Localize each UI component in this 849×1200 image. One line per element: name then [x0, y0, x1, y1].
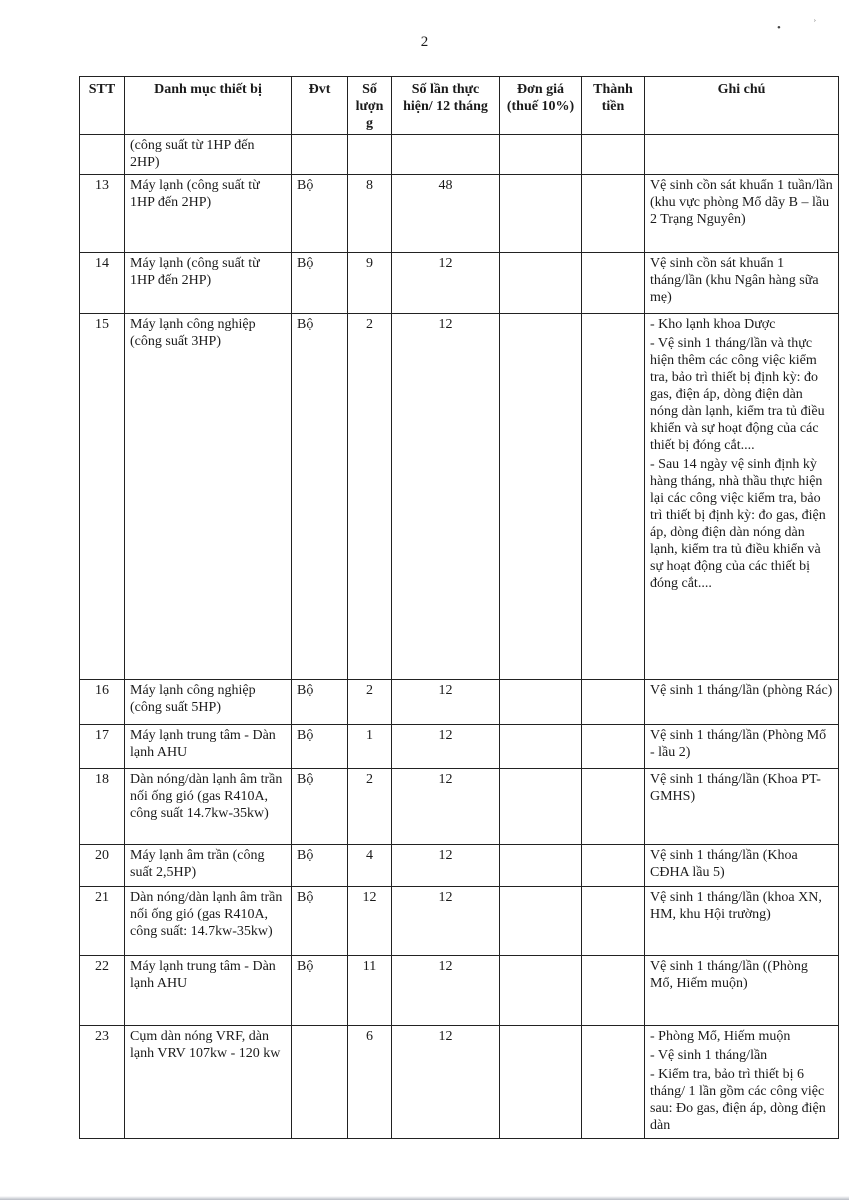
cell-total: [582, 314, 645, 680]
cell-qty: 1: [348, 725, 392, 769]
cell-unit: Bộ: [292, 314, 348, 680]
cell-note: [645, 175, 839, 253]
cell-note: [645, 725, 839, 769]
cell-note: [645, 956, 839, 1026]
table-row: [80, 725, 839, 769]
cell-item: Dàn nóng/dàn lạnh âm trần nối ống gió (gas R410A, công suất 14.7kw-35kw): [125, 769, 292, 845]
cell-price: [500, 725, 582, 769]
cell-unit: Bộ: [292, 956, 348, 1026]
cell-item: Máy lạnh công nghiệp (công suất 5HP): [125, 680, 292, 725]
cell-stt: 15: [80, 314, 125, 680]
scan-edge: [0, 1196, 849, 1200]
table-row: [80, 1026, 839, 1139]
cell-item: Máy lạnh (công suất từ 1HP đến 2HP): [125, 175, 292, 253]
cell-item: Máy lạnh âm trần (công suất 2,5HP): [125, 845, 292, 887]
cell-note: [645, 314, 839, 680]
cell-note: [645, 135, 839, 175]
cell-total: [582, 680, 645, 725]
cell-item: Máy lạnh trung tâm - Dàn lạnh AHU: [125, 725, 292, 769]
corner-mark: ʾ: [813, 18, 817, 30]
cell-item: (công suất từ 1HP đến 2HP): [125, 135, 292, 175]
cell-unit: Bộ: [292, 253, 348, 314]
cell-stt: 17: [80, 725, 125, 769]
cell-qty: 9: [348, 253, 392, 314]
cell-price: [500, 135, 582, 175]
header-price: Đơn giá (thuế 10%): [500, 77, 582, 135]
cell-unit: Bộ: [292, 175, 348, 253]
table-header-row: [80, 77, 839, 135]
cell-price: [500, 253, 582, 314]
note-line: - Sau 14 ngày vệ sinh định kỳ hàng tháng, nhà thầu thực hiện lại các công việc kiểm tra, bảo trì thiết bị định kỳ: đo gas, điện áp, dòng điện dàn nóng dàn lạnh, kiểm tra tủ điều khiển và sự hoạt động của các thiết bị đóng cắt....: [650, 457, 826, 591]
cell-times: 12: [392, 253, 500, 314]
cell-stt: 21: [80, 887, 125, 956]
cell-item: Máy lạnh (công suất từ 1HP đến 2HP): [125, 253, 292, 314]
cell-total: [582, 769, 645, 845]
cell-unit: Bộ: [292, 725, 348, 769]
table-body: [80, 135, 839, 1139]
cell-qty: 4: [348, 845, 392, 887]
cell-unit: [292, 1026, 348, 1139]
cell-qty: 2: [348, 314, 392, 680]
cell-total: [582, 887, 645, 956]
cell-total: [582, 725, 645, 769]
table-row: [80, 175, 839, 253]
note-line: Vệ sinh 1 tháng/lần (Phòng Mổ - lầu 2): [650, 728, 827, 760]
cell-stt: 22: [80, 956, 125, 1026]
cell-item: Dàn nóng/dàn lạnh âm trần nối ống gió (gas R410A, công suất: 14.7kw-35kw): [125, 887, 292, 956]
cell-note: [645, 887, 839, 956]
cell-price: [500, 845, 582, 887]
cell-qty: 2: [348, 680, 392, 725]
table-row: [80, 253, 839, 314]
page-number: 2: [420, 34, 429, 50]
cell-times: 12: [392, 680, 500, 725]
note-line: Vệ sinh 1 tháng/lần (Khoa PT-GMHS): [650, 772, 821, 804]
cell-stt: 23: [80, 1026, 125, 1139]
note-line: - Phòng Mổ, Hiếm muộn: [650, 1029, 791, 1044]
note-line: - Kho lạnh khoa Dược: [650, 317, 776, 332]
cell-qty: [348, 135, 392, 175]
cell-times: [392, 135, 500, 175]
cell-qty: 2: [348, 769, 392, 845]
table-row: [80, 135, 839, 175]
note-line: - Kiểm tra, bảo trì thiết bị 6 tháng/ 1 lần gồm các công việc sau: Đo gas, điện áp, dòng điện dàn: [650, 1067, 826, 1133]
cell-unit: Bộ: [292, 680, 348, 725]
note-line: Vệ sinh 1 tháng/lần (khoa XN, HM, khu Hội trường): [650, 890, 822, 922]
cell-times: 12: [392, 845, 500, 887]
cell-unit: Bộ: [292, 887, 348, 956]
cell-unit: Bộ: [292, 845, 348, 887]
cell-stt: [80, 135, 125, 175]
cell-note: [645, 845, 839, 887]
header-item: Danh mục thiết bị: [125, 77, 292, 135]
cell-times: 12: [392, 314, 500, 680]
cell-qty: 11: [348, 956, 392, 1026]
cell-unit: Bộ: [292, 769, 348, 845]
cell-total: [582, 253, 645, 314]
cell-total: [582, 1026, 645, 1139]
cell-note: [645, 769, 839, 845]
cell-stt: 14: [80, 253, 125, 314]
corner-mark: •: [777, 22, 781, 34]
cell-times: 48: [392, 175, 500, 253]
table-row: [80, 680, 839, 725]
equipment-table: [79, 76, 839, 1139]
cell-note: [645, 1026, 839, 1139]
note-line: - Vệ sinh 1 tháng/lần: [650, 1048, 768, 1063]
cell-stt: 20: [80, 845, 125, 887]
header-stt: STT: [80, 77, 125, 135]
cell-times: 12: [392, 1026, 500, 1139]
cell-total: [582, 845, 645, 887]
cell-total: [582, 175, 645, 253]
cell-price: [500, 680, 582, 725]
cell-unit: [292, 135, 348, 175]
cell-price: [500, 887, 582, 956]
cell-stt: 13: [80, 175, 125, 253]
cell-price: [500, 956, 582, 1026]
cell-note: [645, 680, 839, 725]
cell-price: [500, 1026, 582, 1139]
cell-price: [500, 175, 582, 253]
cell-price: [500, 314, 582, 680]
cell-item: Máy lạnh công nghiệp (công suất 3HP): [125, 314, 292, 680]
note-line: - Vệ sinh 1 tháng/lần và thực hiện thêm các công việc kiểm tra, bảo trì thiết bị định kỳ: đo gas, điện áp, dòng điện dàn nóng dàn lạnh, kiểm tra tủ điều khiển và sự hoạt động của các thiết bị đóng cắt....: [650, 336, 825, 453]
header-note: Ghi chú: [645, 77, 839, 135]
cell-times: 12: [392, 769, 500, 845]
note-line: Vệ sinh 1 tháng/lần (Khoa CĐHA lầu 5): [650, 848, 798, 880]
cell-stt: 18: [80, 769, 125, 845]
note-line: Vệ sinh 1 tháng/lần ((Phòng Mổ, Hiếm muộn): [650, 959, 808, 991]
table-row: [80, 314, 839, 680]
header-unit: Đvt: [292, 77, 348, 135]
header-times: Số lần thực hiện/ 12 tháng: [392, 77, 500, 135]
note-line: Vệ sinh cồn sát khuẩn 1 tháng/lần (khu Ngân hàng sữa mẹ): [650, 256, 819, 305]
cell-times: 12: [392, 956, 500, 1026]
cell-stt: 16: [80, 680, 125, 725]
table-row: [80, 845, 839, 887]
cell-note: [645, 253, 839, 314]
cell-total: [582, 135, 645, 175]
cell-qty: 8: [348, 175, 392, 253]
table-row: [80, 956, 839, 1026]
cell-times: 12: [392, 725, 500, 769]
note-line: Vệ sinh cồn sát khuẩn 1 tuần/lần (khu vực phòng Mổ dãy B – lầu 2 Trạng Nguyên): [650, 178, 833, 227]
cell-times: 12: [392, 887, 500, 956]
cell-item: Máy lạnh trung tâm - Dàn lạnh AHU: [125, 956, 292, 1026]
note-line: Vệ sinh 1 tháng/lần (phòng Rác): [650, 683, 833, 698]
cell-qty: 12: [348, 887, 392, 956]
cell-total: [582, 956, 645, 1026]
header-total: Thành tiền: [582, 77, 645, 135]
header-qty: Số lượng: [348, 77, 392, 135]
cell-item: Cụm dàn nóng VRF, dàn lạnh VRV 107kw - 120 kw: [125, 1026, 292, 1139]
cell-qty: 6: [348, 1026, 392, 1139]
table-row: [80, 769, 839, 845]
cell-price: [500, 769, 582, 845]
table-row: [80, 887, 839, 956]
